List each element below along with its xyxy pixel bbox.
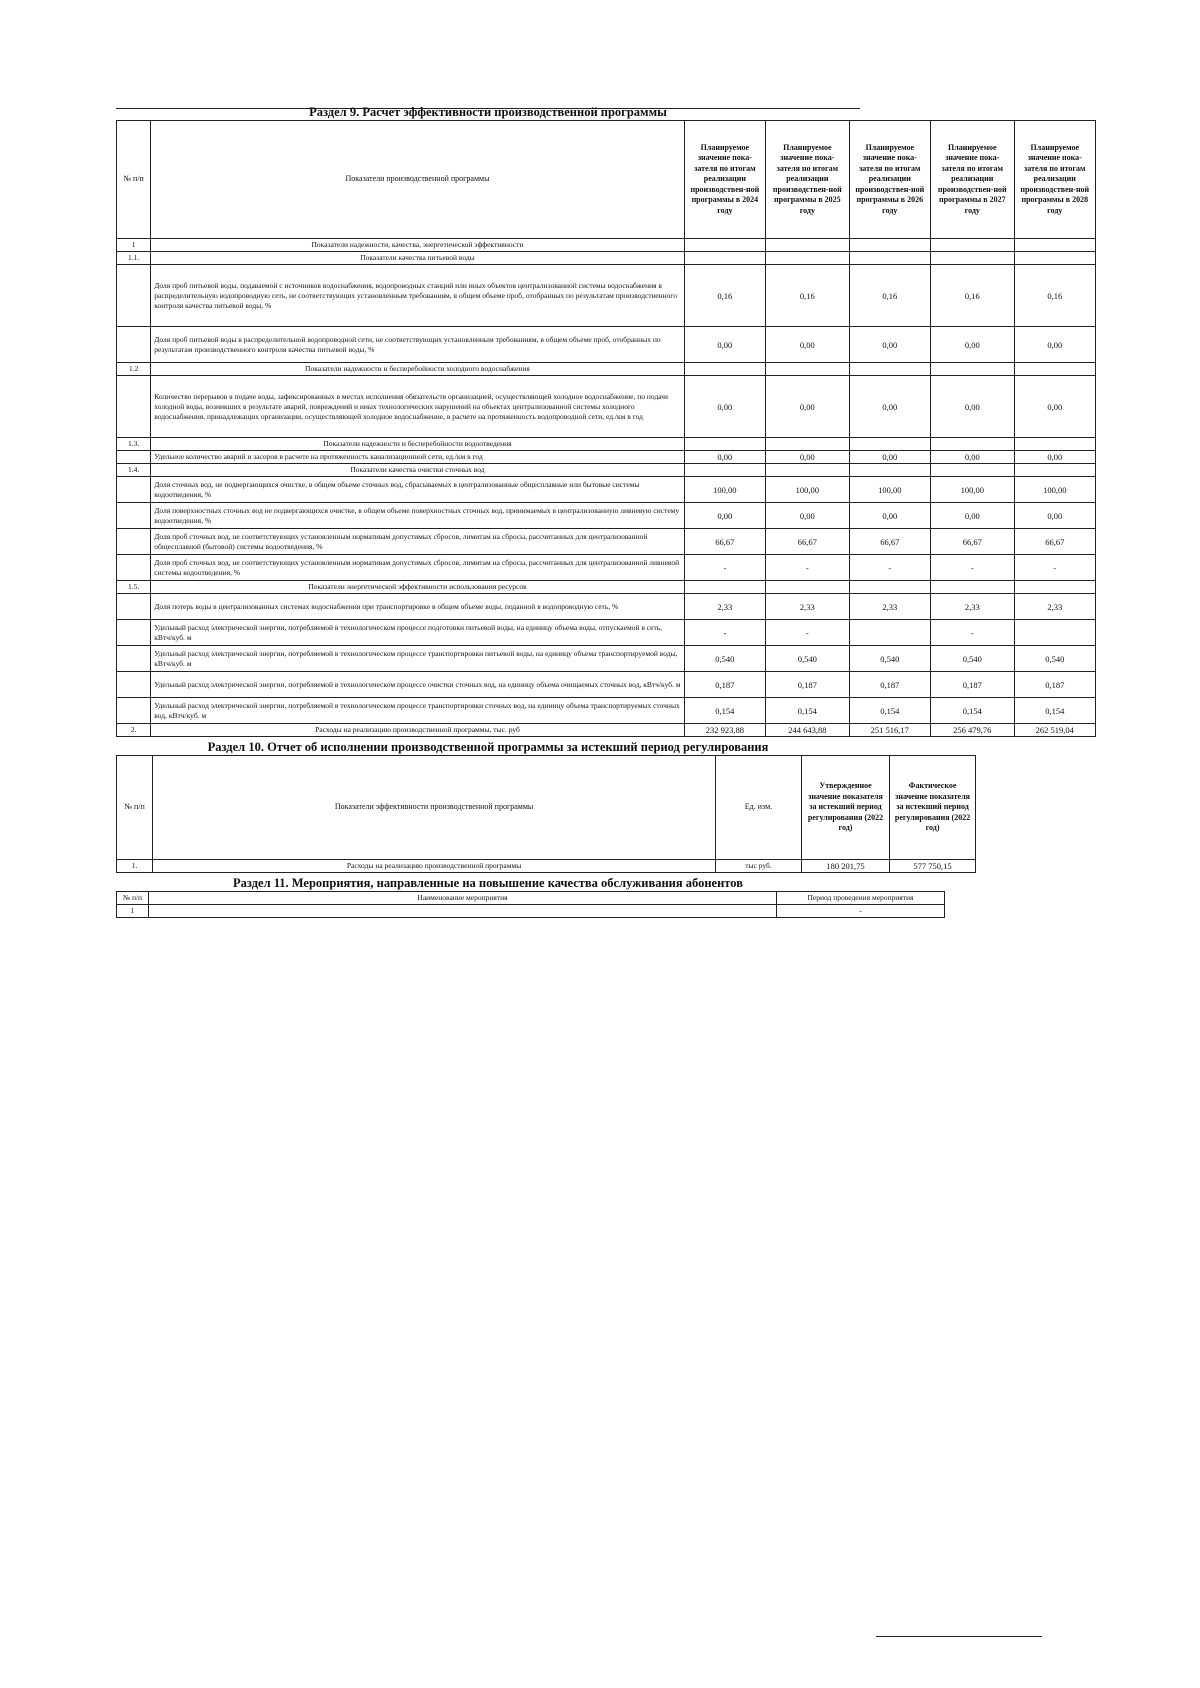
row-value-2025: 2,33	[766, 594, 850, 620]
table-row	[117, 581, 1096, 594]
row-value-2027: 256 479,76	[931, 724, 1015, 737]
row-value-2026	[849, 239, 930, 252]
row-indicator-name: Удельный расход электрической энергии, потребляемой в технологическом процессе подготовки питьевой воды, на единицу объема воды, отпускаемой в сеть, кВтч/куб. м	[151, 620, 684, 646]
row-value-2024: 0,00	[684, 503, 765, 529]
header-year-2026: Планируемое значение пока-зателя по итогам реализации производствен-ной программы в 2026 году	[849, 121, 930, 239]
row-value-2026	[849, 620, 930, 646]
row-value-2025: 0,540	[766, 646, 850, 672]
row-value-2027	[931, 438, 1015, 451]
section9-title: Раздел 9. Расчет эффективности производственной программы	[309, 105, 667, 119]
row-value-2028	[1014, 438, 1095, 451]
table-row	[117, 860, 976, 873]
row-value-2025	[766, 438, 850, 451]
row-value-2027: -	[931, 620, 1015, 646]
row-value-2025: 0,187	[766, 672, 850, 698]
row-value-2028	[1014, 581, 1095, 594]
section9-header-row	[117, 121, 1096, 239]
header-year-2025: Планируемое значение пока-зателя по итогам реализации производствен-ной программы в 2025 году	[766, 121, 850, 239]
row-value-2026: 0,540	[849, 646, 930, 672]
row-value-2024	[684, 239, 765, 252]
s10-row-actual: 577 750,15	[890, 860, 976, 873]
row-num	[117, 698, 151, 724]
row-value-2027: 0,00	[931, 327, 1015, 363]
row-num: 1.2	[117, 363, 151, 376]
row-value-2027	[931, 363, 1015, 376]
row-value-2026: -	[849, 555, 930, 581]
row-value-2026	[849, 581, 930, 594]
row-indicator-name: Доля поверхностных сточных вод не подвергающихся очистке, в общем объеме поверхностных сточных вод, принимаемых в централизованную ливневую систему водоотведения, %	[151, 503, 684, 529]
table-row	[117, 363, 1096, 376]
row-value-2028: 0,16	[1014, 265, 1095, 327]
row-num	[117, 529, 151, 555]
row-indicator-name: Показатели качества питьевой воды	[151, 252, 684, 265]
header-indicator: Показатели производственной программы	[151, 121, 684, 239]
section9-body	[117, 239, 1096, 737]
row-value-2028	[1014, 464, 1095, 477]
row-indicator-name: Доля проб питьевой воды, подаваемой с источников водоснабжения, водопроводных станций или иных объектов централизованной системы водоснабжения в распределительную водопроводную сеть, не соответствующих установленным требованиям, в общем объеме проб, отобранных по результатам производственного контроля качества питьевой воды, %	[151, 265, 684, 327]
table-row	[117, 464, 1096, 477]
row-value-2025: 66,67	[766, 529, 850, 555]
table-row	[117, 620, 1096, 646]
row-value-2024: 66,67	[684, 529, 765, 555]
row-value-2026: 0,00	[849, 327, 930, 363]
row-value-2027: 0,540	[931, 646, 1015, 672]
row-value-2028	[1014, 239, 1095, 252]
table-row	[117, 451, 1096, 464]
row-value-2024: 0,187	[684, 672, 765, 698]
table-row	[117, 905, 945, 918]
row-value-2026: 0,00	[849, 376, 930, 438]
table-row	[117, 529, 1096, 555]
row-indicator-name: Удельное количество аварий и засоров в расчете на протяженность канализационной сети, ед./км в год	[151, 451, 684, 464]
row-indicator-name: Показатели энергетической эффективности использования ресурсов	[151, 581, 684, 594]
s10-header-indicator: Показатели эффективности производственной программы	[153, 756, 716, 860]
header-year-2028: Планируемое значение пока-зателя по итогам реализации производствен-ной программы в 2028 году	[1014, 121, 1095, 239]
row-indicator-name: Расходы на реализацию производственной программы, тыс. руб	[151, 724, 684, 737]
row-value-2028: -	[1014, 555, 1095, 581]
row-value-2024: 2,33	[684, 594, 765, 620]
row-value-2028: 0,00	[1014, 451, 1095, 464]
table-row	[117, 594, 1096, 620]
row-indicator-name: Доля потерь воды в централизованных системах водоснабжения при транспортировке в общем объеме воды, поданной в водопроводную сеть, %	[151, 594, 684, 620]
table-row	[117, 265, 1096, 327]
section10-title: Раздел 10. Отчет об исполнении производственной программы за истекший период регулирования	[207, 740, 769, 754]
s11-row-period: -	[777, 905, 945, 918]
section9-table	[116, 120, 1096, 737]
row-value-2027: 0,00	[931, 503, 1015, 529]
row-value-2024: 0,00	[684, 451, 765, 464]
row-num: 1.1.	[117, 252, 151, 265]
row-value-2025: 0,00	[766, 451, 850, 464]
row-num	[117, 451, 151, 464]
section11-title: Раздел 11. Мероприятия, направленные на повышение качества обслуживания абонентов	[233, 876, 743, 890]
row-value-2027: 0,00	[931, 376, 1015, 438]
s11-row-num: 1	[117, 905, 149, 918]
row-value-2025	[766, 581, 850, 594]
row-value-2027	[931, 252, 1015, 265]
row-indicator-name: Доля проб сточных вод, не соответствующих установленным нормативам допустимых сбросов, лимитам на сбросы, рассчитанных для централизованной ливневой системы водоотведения, %	[151, 555, 684, 581]
row-value-2028: 0,540	[1014, 646, 1095, 672]
row-value-2024: 0,00	[684, 376, 765, 438]
row-value-2025	[766, 464, 850, 477]
document	[116, 104, 1096, 918]
row-value-2024: 0,00	[684, 327, 765, 363]
row-value-2028: 0,00	[1014, 327, 1095, 363]
section11-table	[116, 891, 945, 918]
table-row	[117, 555, 1096, 581]
row-indicator-name: Количество перерывов в подаче воды, зафиксированных в местах исполнения обязательств организацией, осуществляющей холодное водоснабжение, по подаче холодной воды, возникших в результате аварий, повреждений и иных технологических нарушений на объектах централизованной системы холодного водоснабжения, принадлежащих организации, осуществляющей холодное водоснабжение, в расчете на протяженность водопроводной сети, ед./км в год	[151, 376, 684, 438]
row-value-2025: 0,00	[766, 376, 850, 438]
row-value-2027	[931, 239, 1015, 252]
header-year-2024: Планируемое значение пока-зателя по итогам реализации производствен-ной программы в 2024 году	[684, 121, 765, 239]
row-value-2026: 2,33	[849, 594, 930, 620]
row-value-2028: 0,154	[1014, 698, 1095, 724]
s10-row-name: Расходы на реализацию производственной программы	[153, 860, 716, 873]
row-value-2026	[849, 252, 930, 265]
row-value-2027	[931, 581, 1015, 594]
row-value-2026	[849, 363, 930, 376]
row-value-2028: 66,67	[1014, 529, 1095, 555]
s11-header-num: № п/п	[117, 892, 149, 905]
table-row	[117, 327, 1096, 363]
s10-header-approved: Утвержденное значение показателя за истекший период регулирования (2022 год)	[801, 756, 889, 860]
row-value-2026: 66,67	[849, 529, 930, 555]
header-num: № п/п	[117, 121, 151, 239]
table-row	[117, 252, 1096, 265]
row-value-2026: 100,00	[849, 477, 930, 503]
row-indicator-name: Показатели качества очистки сточных вод	[151, 464, 684, 477]
table-row	[117, 239, 1096, 252]
row-indicator-name: Удельный расход электрической энергии, потребляемой в технологическом процессе транспортировки сточных вод, на единицу объема транспортируемых сточных вод, кВтч/куб. м	[151, 698, 684, 724]
row-value-2028	[1014, 620, 1095, 646]
row-value-2024: -	[684, 555, 765, 581]
bottom-rule	[876, 1636, 1042, 1637]
s10-header-actual: Фактическое значение показателя за истекший период регулирования (2022 год)	[890, 756, 976, 860]
row-value-2025: -	[766, 620, 850, 646]
row-value-2027: 0,187	[931, 672, 1015, 698]
section10-header-row	[117, 756, 976, 860]
row-value-2028: 262 519,04	[1014, 724, 1095, 737]
row-value-2028: 100,00	[1014, 477, 1095, 503]
row-value-2026: 0,154	[849, 698, 930, 724]
row-value-2027: 0,154	[931, 698, 1015, 724]
row-indicator-name: Удельный расход электрической энергии, потребляемой в технологическом процессе очистки сточных вод, на единицу объема очищаемых сточных вод, кВтч/куб. м	[151, 672, 684, 698]
row-value-2024: 0,16	[684, 265, 765, 327]
row-value-2027: -	[931, 555, 1015, 581]
s11-header-name: Наименование мероприятия	[149, 892, 777, 905]
row-value-2026: 0,187	[849, 672, 930, 698]
row-value-2025: 100,00	[766, 477, 850, 503]
row-num: 1	[117, 239, 151, 252]
row-value-2025	[766, 252, 850, 265]
row-value-2026: 0,00	[849, 503, 930, 529]
row-num: 2.	[117, 724, 151, 737]
row-value-2024: 100,00	[684, 477, 765, 503]
row-num	[117, 265, 151, 327]
table-row	[117, 376, 1096, 438]
row-value-2024	[684, 363, 765, 376]
row-num	[117, 646, 151, 672]
s11-header-period: Период проведения мероприятия	[777, 892, 945, 905]
row-indicator-name: Доля проб питьевой воды в распределительной водопроводной сети, не соответствующих установленным требованиям, в общем объеме проб, отобранных по результатам производственного контроля качества питьевой воды, %	[151, 327, 684, 363]
row-num: 1.3.	[117, 438, 151, 451]
row-value-2026: 251 516,17	[849, 724, 930, 737]
s10-header-num: № п/п	[117, 756, 153, 860]
s11-row-name	[149, 905, 777, 918]
row-value-2026: 0,16	[849, 265, 930, 327]
row-value-2026	[849, 438, 930, 451]
row-value-2025: 244 643,88	[766, 724, 850, 737]
row-indicator-name: Доля сточных вод, не подвергающихся очистке, в общем объеме сточных вод, сбрасываемых в централизованные общесплавные или бытовые системы водоотведения, %	[151, 477, 684, 503]
row-num	[117, 594, 151, 620]
row-num: 1.4.	[117, 464, 151, 477]
row-value-2026: 0,00	[849, 451, 930, 464]
row-value-2028	[1014, 252, 1095, 265]
row-indicator-name: Удельный расход электрической энергии, потребляемой в технологическом процессе транспортировки питьевой воды, на единицу объема транспортируемой воды, кВтч/куб. м	[151, 646, 684, 672]
row-value-2026	[849, 464, 930, 477]
row-value-2024	[684, 581, 765, 594]
s10-row-unit: тыс руб.	[716, 860, 802, 873]
row-num	[117, 620, 151, 646]
row-value-2027: 0,16	[931, 265, 1015, 327]
table-row	[117, 477, 1096, 503]
row-value-2028: 0,00	[1014, 503, 1095, 529]
row-num	[117, 555, 151, 581]
s11-header-row	[117, 892, 945, 905]
row-indicator-name: Показатели надежности, качества, энергетической эффективности	[151, 239, 684, 252]
s10-header-unit: Ед. изм.	[716, 756, 802, 860]
row-value-2025: 0,154	[766, 698, 850, 724]
row-value-2024	[684, 252, 765, 265]
row-value-2024: 232 923,88	[684, 724, 765, 737]
row-value-2025	[766, 239, 850, 252]
row-value-2028: 0,187	[1014, 672, 1095, 698]
row-value-2027: 100,00	[931, 477, 1015, 503]
row-num	[117, 503, 151, 529]
row-value-2028: 2,33	[1014, 594, 1095, 620]
row-value-2025: 0,16	[766, 265, 850, 327]
row-indicator-name: Показатели надежности и бесперебойности холодного водоснабжения	[151, 363, 684, 376]
row-value-2028: 0,00	[1014, 376, 1095, 438]
row-value-2024: 0,540	[684, 646, 765, 672]
table-row	[117, 646, 1096, 672]
row-indicator-name: Показатели надежности и бесперебойности водоотведения	[151, 438, 684, 451]
row-value-2025: -	[766, 555, 850, 581]
table-row	[117, 698, 1096, 724]
row-num	[117, 672, 151, 698]
table-row	[117, 724, 1096, 737]
row-num	[117, 327, 151, 363]
row-num	[117, 376, 151, 438]
row-value-2024	[684, 438, 765, 451]
section10-table	[116, 755, 976, 873]
header-year-2027: Планируемое значение пока-зателя по итогам реализации производствен-ной программы в 2027 году	[931, 121, 1015, 239]
row-indicator-name: Доля проб сточных вод, не соответствующих установленным нормативам допустимых сбросов, лимитам на сбросы, рассчитанных для централизованной общесплавной (бытовой) системы водоотведения, %	[151, 529, 684, 555]
row-value-2025: 0,00	[766, 327, 850, 363]
row-value-2027: 2,33	[931, 594, 1015, 620]
row-value-2027	[931, 464, 1015, 477]
row-value-2027: 0,00	[931, 451, 1015, 464]
row-num: 1.5.	[117, 581, 151, 594]
row-value-2025	[766, 363, 850, 376]
table-row	[117, 438, 1096, 451]
row-value-2025: 0,00	[766, 503, 850, 529]
row-value-2024	[684, 464, 765, 477]
table-row	[117, 503, 1096, 529]
s10-row-num: 1.	[117, 860, 153, 873]
row-value-2027: 66,67	[931, 529, 1015, 555]
table-row	[117, 672, 1096, 698]
row-value-2024: -	[684, 620, 765, 646]
row-num	[117, 477, 151, 503]
row-value-2028	[1014, 363, 1095, 376]
row-value-2024: 0,154	[684, 698, 765, 724]
s10-row-approved: 180 201,75	[801, 860, 889, 873]
